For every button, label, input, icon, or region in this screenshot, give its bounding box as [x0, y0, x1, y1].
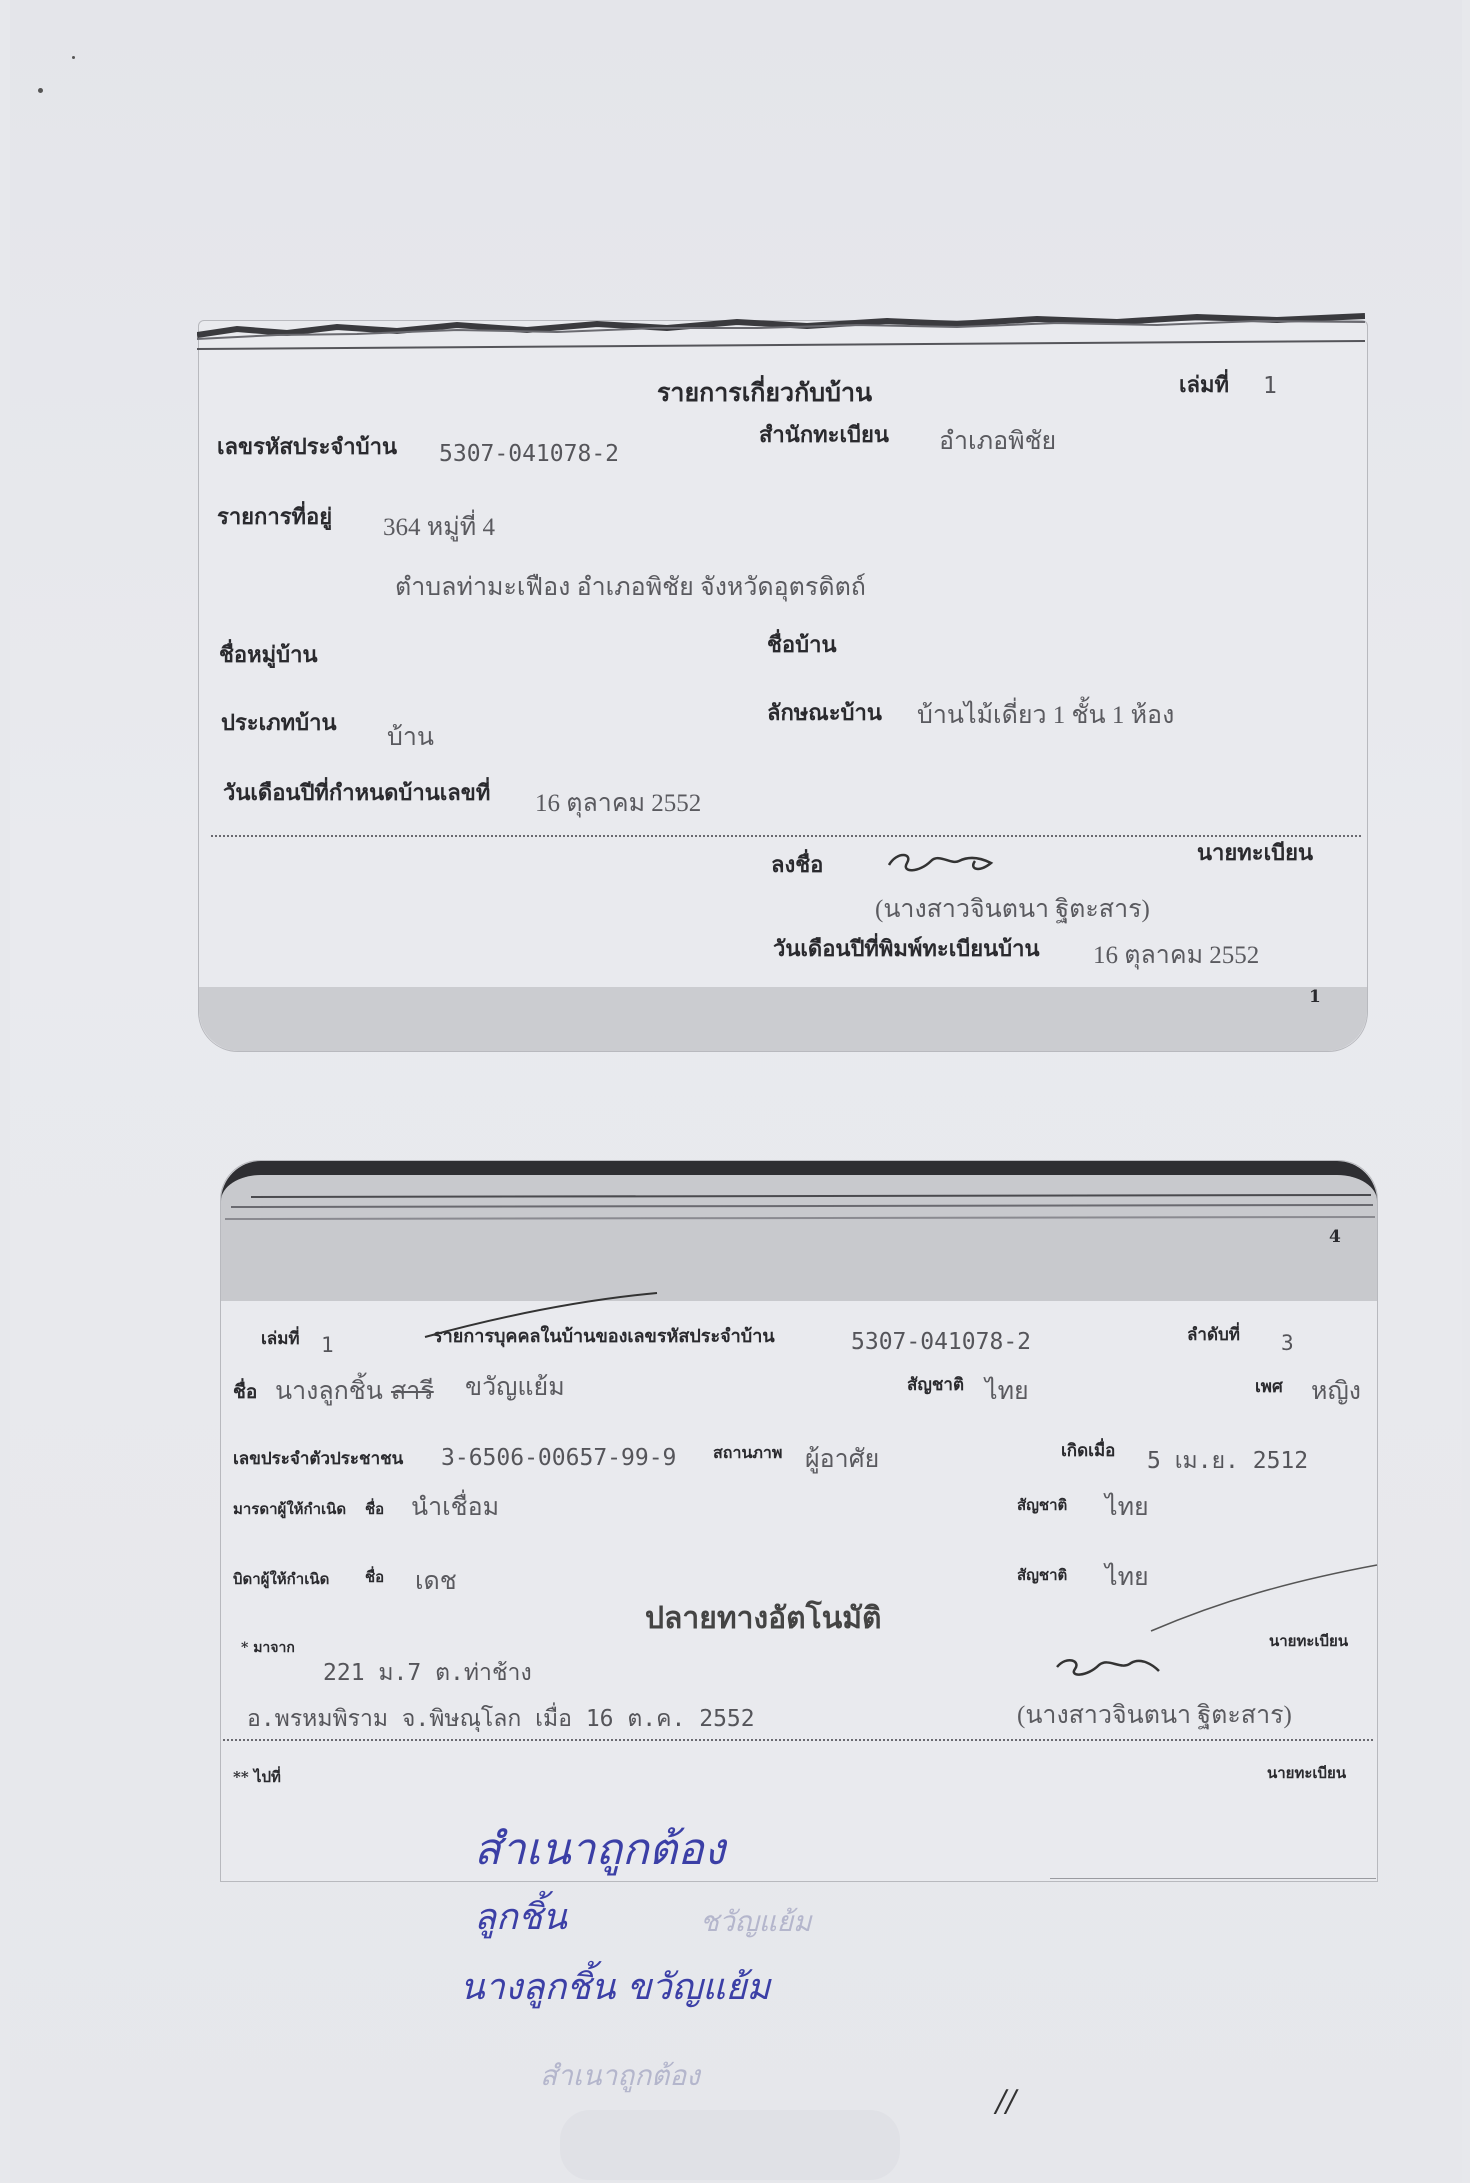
registrar-signature — [879, 843, 1009, 883]
to-label: ** ไปที่ — [233, 1768, 281, 1786]
office-label: สำนักทะเบียน — [759, 422, 889, 448]
registrar-name: (นางสาวจินตนา ฐิตะสาร) — [875, 896, 1150, 923]
faint-handwriting: สำเนาถูกต้อง — [540, 2059, 700, 2092]
page-number: 4 — [1329, 1227, 1341, 1247]
card-heading: รายการเกี่ยวกับบ้าน — [657, 378, 873, 407]
surname: ขวัญแย้ม — [465, 1374, 565, 1401]
house-type-label: ประเภทบ้าน — [221, 710, 337, 736]
office-value: อำเภอพิชัย — [939, 428, 1057, 455]
mother-label: มารดาผู้ให้กำเนิด — [233, 1500, 347, 1518]
from-address-line-2: อ.พรหมพิราม จ.พิษณุโลก เมื่อ 16 ต.ค. 2552 — [247, 1706, 755, 1732]
from-address-line-1: 221 ม.7 ต.ท่าช้าง — [323, 1660, 532, 1686]
status-label: สถานภาพ — [713, 1443, 783, 1462]
father-nationality: ไทย — [1105, 1564, 1149, 1591]
nationality-label: สัญชาติ — [907, 1375, 964, 1395]
assigned-date-label: วันเดือนปีที่กำหนดบ้านเลขที่ — [223, 780, 491, 806]
father-name: เดช — [415, 1568, 457, 1595]
nationality-value: ไทย — [985, 1378, 1029, 1405]
house-code: 5307-041078-2 — [851, 1329, 1032, 1355]
father-name-label: ชื่อ — [365, 1568, 385, 1586]
book-label: เล่มที่ — [1179, 372, 1230, 398]
divider — [211, 835, 1361, 837]
mother-nationality: ไทย — [1105, 1494, 1149, 1521]
auto-destination-stamp: ปลายทางอัตโนมัติ — [645, 1601, 882, 1636]
born-value: 5 เม.ย. 2512 — [1147, 1448, 1309, 1474]
order-number: 3 — [1281, 1331, 1294, 1355]
handwritten-full-name: นางลูกชิ้น ขวัญแย้ม — [460, 1967, 771, 2008]
status-value: ผู้อาศัย — [805, 1446, 880, 1473]
book-label: เล่มที่ — [261, 1329, 300, 1349]
address-line-1: 364 หมู่ที่ 4 — [383, 514, 495, 541]
book-number: 1 — [1263, 373, 1277, 399]
crossed-out-name: สารี — [391, 1378, 434, 1405]
book-number: 1 — [321, 1333, 334, 1357]
house-code: 5307-041078-2 — [439, 441, 620, 467]
resident-card — [220, 1160, 1378, 1882]
house-style-value: บ้านไม้เดี่ยว 1 ชั้น 1 ห้อง — [917, 702, 1175, 729]
house-name-label: ชื่อบ้าน — [767, 632, 837, 658]
torn-edge — [197, 313, 1365, 353]
name-label: ชื่อ — [233, 1381, 258, 1403]
house-code-label: เลขรหัสประจำบ้าน — [217, 434, 397, 460]
handwritten-certified-copy: สำเนาถูกต้อง — [474, 1824, 726, 1875]
page-stack-edge — [221, 1177, 1377, 1237]
ink-stroke — [421, 1291, 661, 1341]
registrar-name: (นางสาวจินตนา ฐิตะสาร) — [1017, 1702, 1292, 1729]
id-number: 3-6506-00657-99-9 — [441, 1445, 677, 1471]
mother-nationality-label: สัญชาติ — [1017, 1496, 1068, 1514]
order-label: ลำดับที่ — [1187, 1325, 1241, 1345]
page-number: 1 — [1309, 987, 1321, 1007]
address-label: รายการที่อยู่ — [217, 504, 333, 530]
eraser-smudge — [560, 2110, 900, 2180]
paper-speck — [38, 88, 43, 93]
mother-name: นำเชื่อม — [411, 1494, 500, 1521]
father-nationality-label: สัญชาติ — [1017, 1566, 1068, 1584]
house-details-card — [198, 320, 1368, 1052]
sign-label: ลงชื่อ — [771, 852, 824, 878]
registrar-signature — [1051, 1649, 1171, 1689]
faint-handwriting: ชวัญแย้ม — [700, 1905, 812, 1938]
village-label: ชื่อหมู่บ้าน — [219, 642, 318, 668]
id-label: เลขประจำตัวประชาชน — [233, 1449, 404, 1469]
pen-mark: // — [996, 2084, 1017, 2119]
house-type-value: บ้าน — [387, 724, 434, 751]
born-label: เกิดเมื่อ — [1061, 1441, 1116, 1461]
father-label: บิดาผู้ให้กำเนิด — [233, 1570, 330, 1588]
sex-label: เพศ — [1255, 1377, 1283, 1397]
divider — [223, 1739, 1373, 1741]
paper-speck — [72, 56, 75, 59]
card-bottom-edge — [1050, 1878, 1376, 1879]
house-style-label: ลักษณะบ้าน — [767, 700, 882, 726]
registrar-title: นายทะเบียน — [1269, 1632, 1349, 1650]
from-label: * มาจาก — [241, 1640, 295, 1656]
handwritten-first-name: ลูกชิ้น — [474, 1897, 567, 1938]
registrar-title: นายทะเบียน — [1267, 1764, 1347, 1782]
person-list-heading: รายการบุคคลในบ้านของเลขรหัสประจำบ้าน — [433, 1326, 775, 1347]
mother-name-label: ชื่อ — [365, 1500, 385, 1518]
assigned-date-value: 16 ตุลาคม 2552 — [535, 790, 702, 817]
sex-value: หญิง — [1311, 1378, 1361, 1405]
address-line-2: ตำบลท่ามะเฟือง อำเภอพิชัย จังหวัดอุตรดิตถ์ — [395, 574, 866, 601]
ink-stroke — [1141, 1561, 1381, 1641]
card-footer-band — [199, 987, 1367, 1051]
print-date-label: วันเดือนปีที่พิมพ์ทะเบียนบ้าน — [773, 936, 1040, 962]
registrar-title: นายทะเบียน — [1197, 840, 1314, 866]
print-date-value: 16 ตุลาคม 2552 — [1093, 942, 1260, 969]
first-name: นางลูกชิ้น — [275, 1378, 383, 1405]
